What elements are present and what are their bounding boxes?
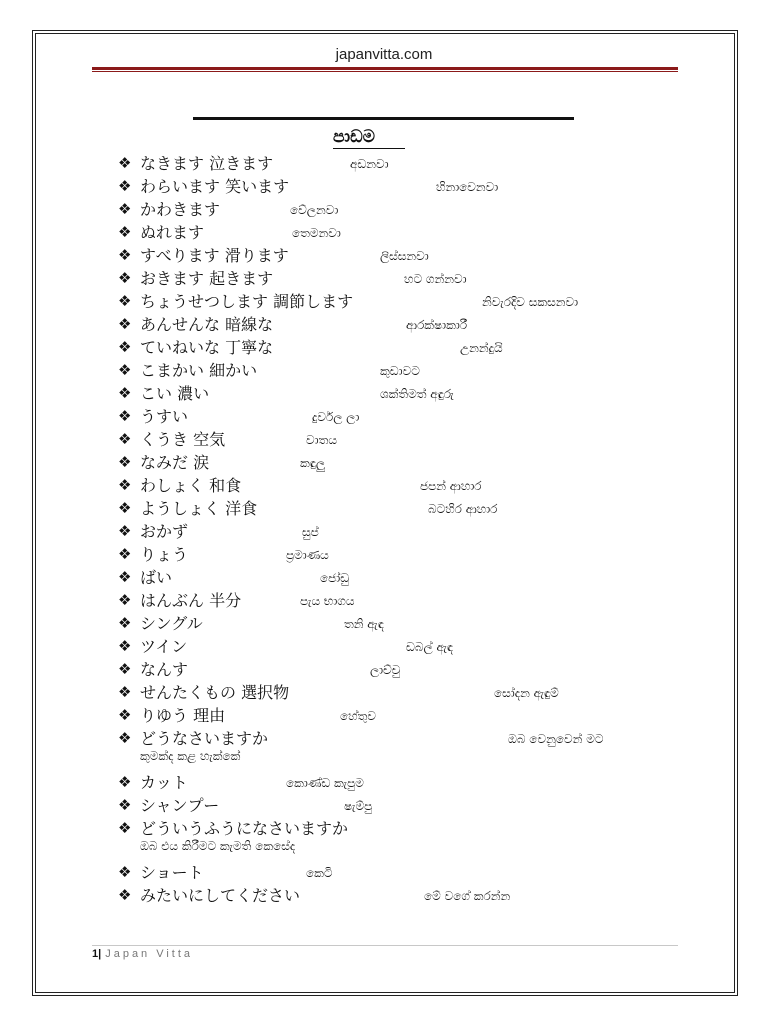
bullet-icon: ❖	[118, 522, 132, 540]
list-item	[118, 497, 718, 520]
list-item	[118, 884, 718, 907]
sinhala-meaning: කුඩාවට	[380, 364, 420, 378]
sinhala-meaning: වේලනවා	[290, 203, 339, 217]
header-rule-thick	[92, 67, 678, 70]
bullet-icon: ❖	[118, 706, 132, 724]
bullet-icon: ❖	[118, 683, 132, 701]
list-item	[118, 589, 718, 612]
list-item	[118, 290, 718, 313]
sinhala-meaning: සෝදන ඇඳුම්	[494, 686, 559, 700]
bullet-icon: ❖	[118, 246, 132, 264]
bullet-icon: ❖	[118, 476, 132, 494]
sinhala-meaning: ආරක්ෂාකාරී	[406, 318, 468, 332]
sinhala-meaning: ෂැම්පු	[344, 799, 373, 813]
list-item	[118, 152, 718, 175]
sinhala-meaning: හට ගන්නවා	[404, 272, 467, 286]
list-item	[118, 727, 718, 771]
japanese-term: なんす	[140, 660, 189, 679]
sinhala-meaning: කෙටි	[306, 866, 333, 880]
sinhala-meaning: සුප්	[302, 525, 319, 539]
sinhala-meaning: කඳුලු	[300, 456, 326, 470]
japanese-term: おかず	[140, 522, 189, 541]
bullet-icon: ❖	[118, 886, 132, 904]
bullet-icon: ❖	[118, 177, 132, 195]
list-item	[118, 359, 718, 382]
list-item	[118, 267, 718, 290]
japanese-term: シングル	[140, 614, 203, 633]
list-item	[118, 451, 718, 474]
list-item	[118, 794, 718, 817]
footer-separator: |	[98, 948, 102, 960]
japanese-term: ツイン	[140, 637, 188, 656]
japanese-term: かわきます	[140, 200, 221, 219]
bullet-icon: ❖	[118, 499, 132, 517]
japanese-term: ばい	[140, 568, 173, 587]
japanese-term: ていねいな 丁寧な	[140, 338, 274, 357]
list-item	[118, 771, 718, 794]
sinhala-meaning: තෙමනවා	[292, 226, 341, 240]
japanese-term: カット	[140, 773, 188, 792]
page-number: 1	[92, 948, 99, 960]
bullet-icon: ❖	[118, 407, 132, 425]
list-item	[118, 612, 718, 635]
japanese-term: ちょうせつします 調節します	[140, 292, 354, 311]
bullet-icon: ❖	[118, 591, 132, 609]
list-item	[118, 635, 718, 658]
list-item	[118, 681, 718, 704]
bullet-icon: ❖	[118, 819, 132, 837]
japanese-term: なみだ 涙	[140, 453, 210, 472]
bullet-icon: ❖	[118, 315, 132, 333]
sinhala-meaning: නිවැරදිව සකසනවා	[482, 295, 579, 309]
japanese-term: わしょく 和食	[140, 476, 242, 495]
japanese-term: うすい	[140, 407, 189, 426]
japanese-term: シャンプー	[140, 796, 220, 815]
bullet-icon: ❖	[118, 338, 132, 356]
list-item	[118, 704, 718, 727]
bullet-icon: ❖	[118, 154, 132, 172]
list-item	[118, 428, 718, 451]
list-item	[118, 405, 718, 428]
japanese-term: ぬれます	[140, 223, 205, 242]
list-item	[118, 336, 718, 359]
japanese-term: ようしょく 洋食	[140, 499, 258, 518]
bullet-icon: ❖	[118, 361, 132, 379]
sinhala-meaning: ඩබල් ඇඳ	[406, 640, 453, 654]
bullet-icon: ❖	[118, 453, 132, 471]
japanese-term: どうなさいますか	[140, 729, 269, 748]
list-item	[118, 817, 718, 861]
sinhala-meaning: ලාච්චු	[370, 663, 401, 677]
footer-rule	[92, 945, 678, 946]
list-item	[118, 474, 718, 497]
sinhala-meaning: හිනාවෙනවා	[436, 180, 499, 194]
bullet-icon: ❖	[118, 614, 132, 632]
sinhala-meaning: බටහිර ආහාර	[428, 502, 498, 516]
vocabulary-list	[118, 152, 718, 907]
sinhala-meaning: අඩනවා	[350, 157, 389, 171]
list-item	[118, 175, 718, 198]
sinhala-meaning: ජපන් ආහාර	[420, 479, 482, 493]
bullet-icon: ❖	[118, 223, 132, 241]
bullet-icon: ❖	[118, 660, 132, 678]
bullet-icon: ❖	[118, 568, 132, 586]
bullet-icon: ❖	[118, 384, 132, 402]
list-item	[118, 313, 718, 336]
footer-name: Japan Vitta	[105, 948, 194, 960]
sinhala-meaning: ශක්තිමත් අඳුරු	[380, 387, 454, 401]
bullet-icon: ❖	[118, 545, 132, 563]
bullet-icon: ❖	[118, 292, 132, 310]
list-item	[118, 382, 718, 405]
bullet-icon: ❖	[118, 796, 132, 814]
list-item	[118, 658, 718, 681]
list-item	[118, 861, 718, 884]
sinhala-meaning: වාතය	[306, 433, 337, 447]
japanese-term: どういうふうになさいますか	[140, 819, 349, 838]
japanese-term: ショート	[140, 863, 204, 882]
list-item	[118, 543, 718, 566]
japanese-term: こまかい 細かい	[140, 361, 258, 380]
bullet-icon: ❖	[118, 729, 132, 747]
sinhala-meaning: හේතුව	[340, 709, 376, 723]
bullet-icon: ❖	[118, 200, 132, 218]
list-item	[118, 244, 718, 267]
sinhala-meaning-continued: කුමක්ද කළ හැක්කේ	[140, 749, 241, 763]
header-rule-thin	[92, 71, 678, 72]
sinhala-meaning: ජෝඩු	[320, 571, 350, 585]
title-rule	[193, 117, 574, 120]
bullet-icon: ❖	[118, 773, 132, 791]
page-title: පාඩම	[333, 126, 405, 149]
japanese-term: みたいにしてください	[140, 886, 301, 905]
list-item	[118, 520, 718, 543]
sinhala-meaning: තනි ඇඳ	[344, 617, 384, 631]
japanese-term: はんぶん 半分	[140, 591, 242, 610]
japanese-term: りょう	[140, 545, 189, 564]
site-header: japanvitta.com	[335, 46, 433, 63]
bullet-icon: ❖	[118, 269, 132, 287]
sinhala-meaning: ඔබ වෙනුවෙන් මට	[508, 732, 604, 746]
japanese-term: すべります 滑ります	[140, 246, 289, 265]
sinhala-meaning: ලිස්සනවා	[380, 249, 429, 263]
japanese-term: なきます 泣きます	[140, 154, 274, 173]
japanese-term: わらいます 笑います	[140, 177, 290, 196]
sinhala-meaning: උනන්දුයි	[460, 341, 503, 355]
japanese-term: おきます 起きます	[140, 269, 274, 288]
list-item	[118, 566, 718, 589]
bullet-icon: ❖	[118, 430, 132, 448]
bullet-icon: ❖	[118, 637, 132, 655]
japanese-term: こい 濃い	[140, 384, 210, 403]
japanese-term: あんせんな 暗線な	[140, 315, 274, 334]
japanese-term: くうき 空気	[140, 430, 226, 449]
footer	[92, 948, 193, 960]
list-item	[118, 221, 718, 244]
japanese-term: りゆう 理由	[140, 706, 226, 725]
sinhala-meaning: දුර්වල ලා	[312, 410, 360, 424]
sinhala-meaning-continued: ඔබ එය කිරීමට කැමති කෙසේද	[140, 839, 296, 853]
list-item	[118, 198, 718, 221]
sinhala-meaning: කොණ්ඩ කැපුම	[286, 776, 364, 790]
bullet-icon: ❖	[118, 863, 132, 881]
japanese-term: せんたくもの 選択物	[140, 683, 290, 702]
sinhala-meaning: ප්‍රමාණය	[286, 548, 329, 562]
sinhala-meaning: පැය භාගය	[300, 594, 355, 608]
sinhala-meaning: මේ වගේ කරන්න	[424, 889, 511, 903]
